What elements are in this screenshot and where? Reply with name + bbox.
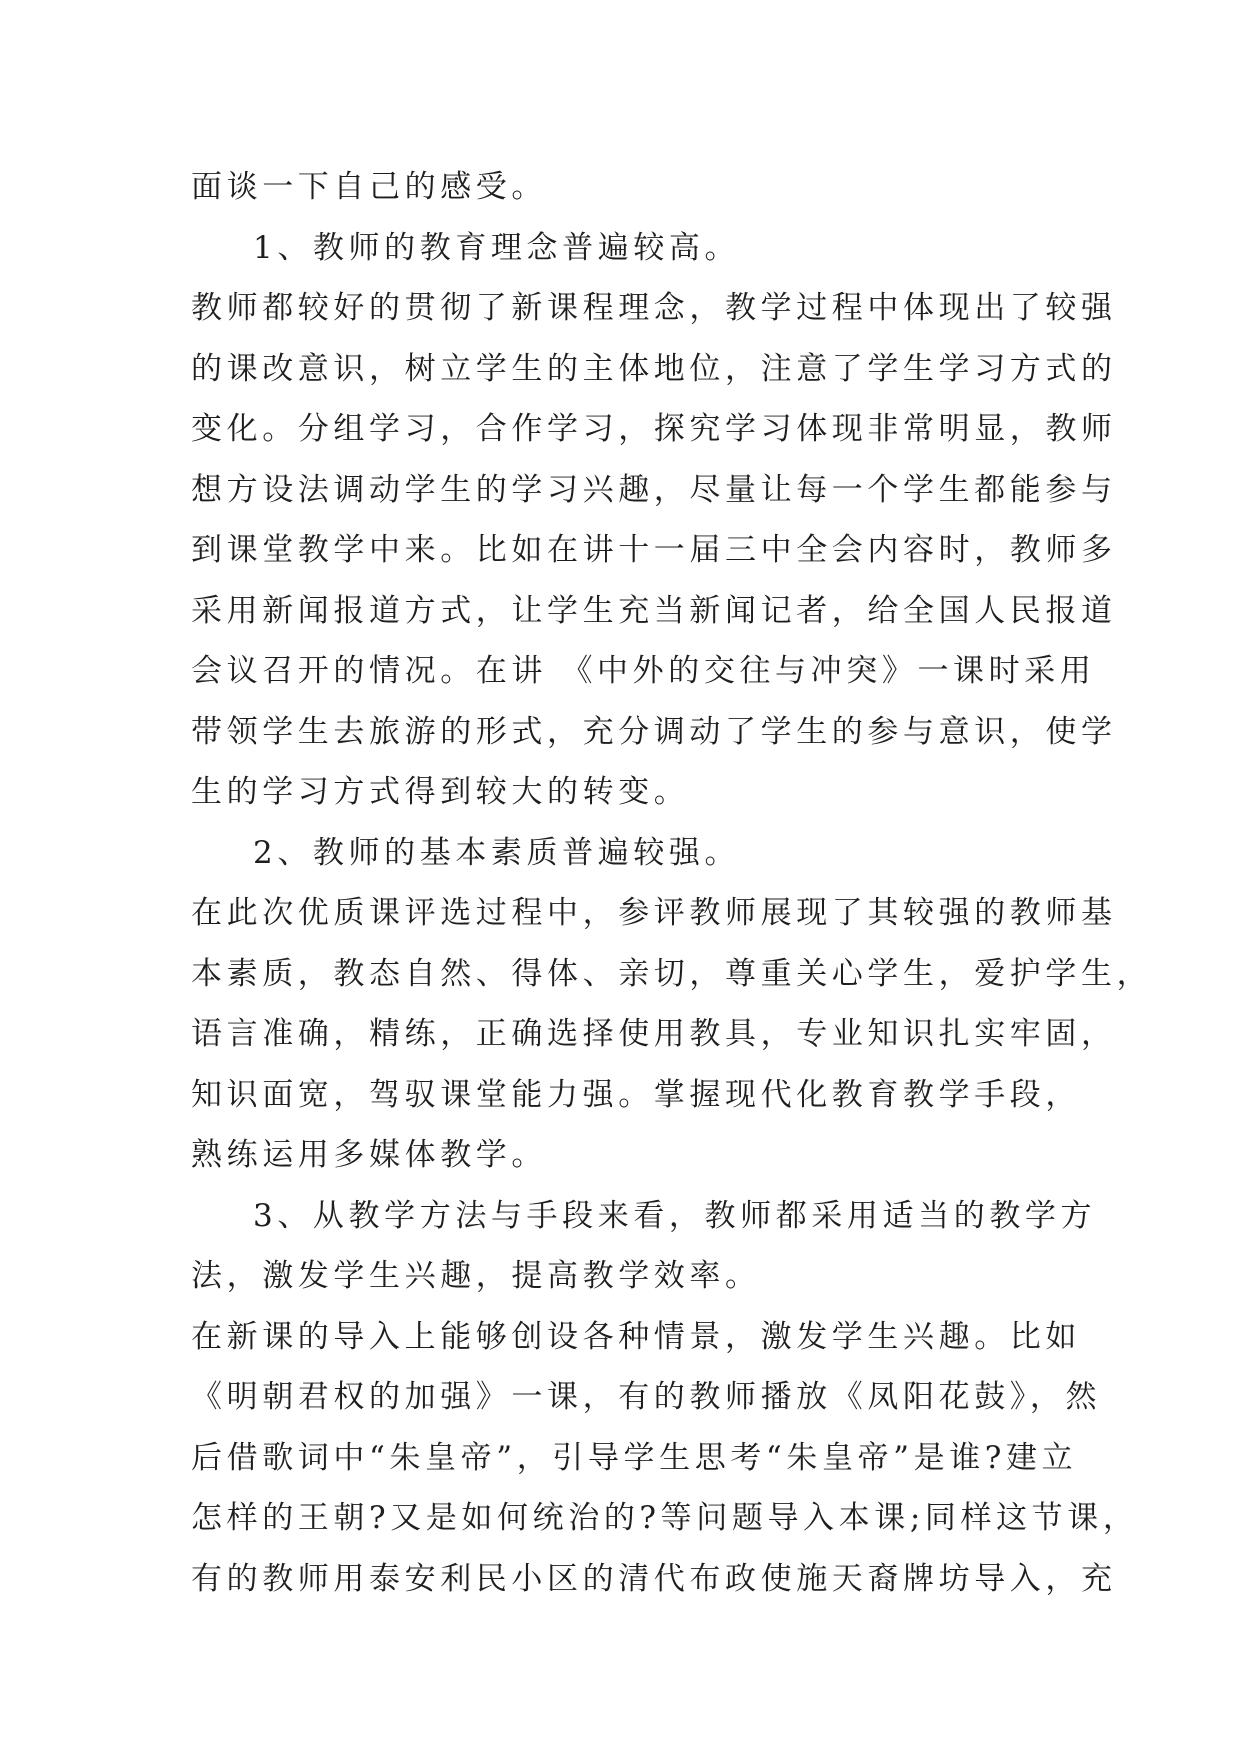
list-item-heading: 3、从教学方法与手段来看，教师都采用适当的教学方 <box>253 1197 1097 1234</box>
text-line: 有的教师用泰安利民小区的清代布政使施天裔牌坊导入，充 <box>191 1560 1117 1597</box>
text-line: 法，激发学生兴趣，提高教学效率。 <box>191 1258 761 1294</box>
text-line: 带领学生去旅游的形式，充分调动了学生的参与意识，使学 <box>191 713 1117 750</box>
text-line: 在此次优质课评选过程中，参评教师展现了其较强的教师基 <box>191 895 1117 931</box>
text-line: 变化。分组学习，合作学习，探究学习体现非常明显，教师 <box>191 411 1117 447</box>
text-line: 在新课的导入上能够创设各种情景，激发学生兴趣。比如 <box>191 1318 1081 1355</box>
text-line: 面谈一下自己的感受。 <box>191 169 547 205</box>
text-line: 《明朝君权的加强》一课，有的教师播放《凤阳花鼓》，然 <box>191 1379 1102 1415</box>
text-line: 会议召开的情况。在讲 《中外的交往与冲突》一课时采用 <box>191 653 1096 689</box>
text-line: 语言准确，精练，正确选择使用教具，专业知识扎实牢固， <box>191 1016 1117 1052</box>
text-line: 想方设法调动学生的学习兴趣，尽量让每一个学生都能参与 <box>191 471 1117 508</box>
text-line: 到课堂教学中来。比如在讲十一届三中全会内容时，教师多 <box>191 532 1117 568</box>
text-line: 生的学习方式得到较大的转变。 <box>191 774 690 810</box>
text-line: 的课改意识，树立学生的主体地位，注意了学生学习方式的 <box>191 350 1117 387</box>
list-item-heading: 1、教师的教育理念普遍较高。 <box>253 229 741 266</box>
text-line: 采用新闻报道方式，让学生充当新闻记者，给全国人民报道 <box>191 592 1117 629</box>
text-line: 知识面宽，驾驭课堂能力强。掌握现代化教育教学手段， <box>191 1076 1081 1113</box>
text-line: 本素质，教态自然、得体、亲切，尊重关心学生，爱护学生， <box>191 955 1153 992</box>
text-line: 教师都较好的贯彻了新课程理念，教学过程中体现出了较强 <box>191 290 1117 326</box>
text-line: 熟练运用多媒体教学。 <box>191 1137 547 1173</box>
text-line: 怎样的王朝?又是如何统治的?等问题导入本课;同样这节课， <box>191 1500 1139 1536</box>
list-item-heading: 2、教师的基本素质普遍较强。 <box>253 834 741 871</box>
text-line: 后借歌词中“朱皇帝”，引导学生思考“朱皇帝”是谁?建立 <box>191 1439 1078 1476</box>
document-body <box>191 157 1153 1609</box>
